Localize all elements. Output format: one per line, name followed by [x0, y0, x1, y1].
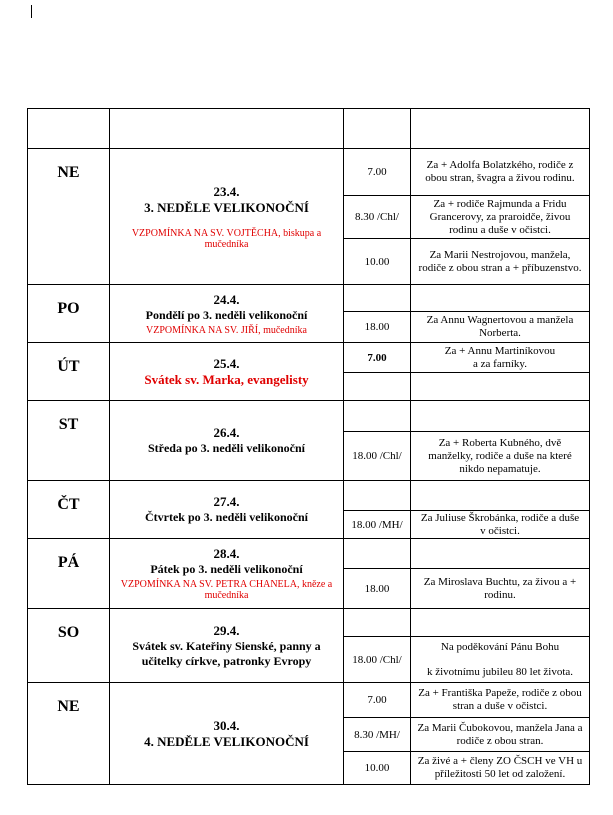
intention-text: Za Marii Čubokovou, manžela Jana a rodiče z obou stran.: [417, 721, 583, 747]
slot-time: 10.00: [364, 762, 390, 774]
intention-text: Za Juliuse Škrobánka, rodiče a duše v očistci.: [420, 511, 580, 537]
day-label: ČT: [57, 496, 80, 513]
slot-time: 7.00: [367, 694, 387, 706]
celebration-name: Pondělí po 3. neděli velikonoční: [145, 307, 308, 322]
slot-time: 10.00: [364, 255, 390, 268]
celebration-name: Čtvrtek po 3. neděli velikonoční: [144, 510, 308, 524]
intention-text-2: k životnímu jubileu 80 let života.: [426, 665, 574, 678]
slot-time: 8.30 /MH/: [354, 728, 400, 741]
celebration-memorial: VZPOMÍNKA NA SV. PETRA CHANELA, kněze a mučedníka: [120, 579, 333, 601]
celebration-name: 4. NEDĚLE VELIKONOČNÍ: [144, 733, 309, 749]
liturgical-celebration: [110, 539, 343, 608]
col-header-hour: [344, 118, 410, 142]
liturgical-celebration: [110, 401, 343, 480]
intention-text: Za + Františka Papeže, rodiče z obou stran a duše v očistci.: [418, 687, 582, 712]
day-label: PÁ: [57, 554, 80, 571]
slot-time: 18.00 /Chl/: [352, 653, 402, 666]
intention-text: Za + Roberta Kubného, dvě manželky, rodiče a duše na které nikdo nepamatuje.: [428, 436, 572, 475]
slot-intention: [411, 432, 589, 480]
celebration-name: Svátek sv. Kateřiny Sienské, panny a učitelky církve, patronky Evropy: [132, 638, 321, 668]
slot-intention: [411, 683, 589, 717]
intention-text: Na poděkování Pánu Bohu: [440, 640, 560, 653]
slot-intention: [411, 539, 589, 568]
celebration-date: 28.4.: [213, 546, 240, 561]
slot-time: 7.00: [367, 166, 387, 178]
col-header-day: [28, 124, 109, 148]
slot-time: 7.00: [367, 351, 387, 364]
slot-time: 18.00 /Chl/: [352, 450, 402, 462]
day-label: ÚT: [57, 358, 80, 375]
slot-intention: [411, 285, 589, 311]
slot-intention: [411, 149, 589, 195]
celebration-date: 26.4.: [213, 425, 240, 440]
liturgical-celebration: [110, 609, 343, 682]
slot-time: 8.30 /Chl/: [354, 211, 399, 223]
day-label: PO: [57, 300, 80, 317]
liturgical-celebration: [110, 149, 343, 284]
liturgical-celebration: [110, 343, 343, 400]
day-label: ST: [58, 416, 79, 433]
slot-intention: [411, 718, 589, 751]
header-divider: [31, 5, 32, 18]
celebration-name: Pátek po 3. neděli velikonoční: [150, 562, 303, 576]
celebration-name: Středa po 3. neděli velikonoční: [147, 441, 305, 455]
intention-text-2: a za farníky.: [473, 357, 527, 370]
day-label: NE: [57, 164, 80, 181]
slot-time: 18.00 /MH/: [351, 518, 403, 531]
slot-time: [344, 285, 410, 311]
celebration-date: 30.4.: [213, 717, 240, 733]
slot-intention: [411, 511, 589, 538]
celebration-date: 24.4.: [213, 291, 240, 307]
celebration-date: 25.4.: [213, 355, 240, 371]
celebration-memorial: VZPOMÍNKA NA SV. VOJTĚCHA, biskupa a mučedníka: [131, 227, 322, 250]
slot-intention: [411, 401, 589, 431]
slot-intention: [411, 312, 589, 342]
slot-time: [344, 401, 410, 431]
intention-text: Za + Adolfa Bolatzkého, rodiče z obou stran, švagra a živou rodinu.: [425, 159, 575, 184]
intention-text: Za Marii Nestrojovou, manžela, rodiče z obou stran a + příbuzenstvo.: [418, 248, 582, 274]
slot-intention: [411, 609, 589, 636]
celebration-date: 27.4.: [213, 494, 240, 509]
day-label: SO: [57, 624, 80, 641]
slot-intention: [411, 373, 589, 400]
slot-intention: [411, 343, 589, 372]
intention-text: Za Annu Wagnertovou a manžela Norberta.: [426, 314, 574, 339]
slot-intention: [411, 637, 589, 682]
liturgical-celebration: [110, 683, 343, 784]
celebration-date: 23.4.: [213, 183, 240, 199]
slot-intention: [411, 239, 589, 284]
col-header-services: [411, 118, 589, 142]
slot-intention: [411, 481, 589, 510]
celebration-memorial: VZPOMÍNKA NA SV. JIŘÍ, mučedníka: [146, 324, 307, 336]
slot-intention: [411, 196, 589, 238]
intention-text: Za Miroslava Buchtu, za živou a + rodinu.: [423, 575, 577, 601]
col-header-celebration: [110, 118, 343, 142]
intention-text: Za + rodiče Rajmunda a Fridu Grancerovy, za praroidče, živou rodinu a duše v očistci.: [429, 197, 571, 236]
intention-text: Za živé a + členy ZO ČSCH ve VH u příležitosti 50 let od založení.: [417, 755, 583, 780]
celebration-name: 3. NEDĚLE VELIKONOČNÍ: [144, 199, 309, 215]
slot-time: [344, 539, 410, 568]
intention-text: Za + Annu Martiníkovou: [444, 344, 556, 357]
footer: [30, 787, 34, 799]
celebration-name: Svátek sv. Marka, evangelisty: [144, 371, 309, 387]
celebration-date: 29.4.: [213, 622, 240, 638]
day-label: NE: [57, 698, 80, 715]
slot-intention: [411, 752, 589, 784]
slot-intention: [411, 569, 589, 608]
slot-time: [344, 609, 410, 636]
slot-time: 18.00: [364, 321, 390, 333]
slot-time: 18.00: [364, 582, 390, 595]
slot-time: [344, 481, 410, 510]
slot-time: [344, 373, 410, 400]
liturgical-celebration: [110, 481, 343, 538]
liturgical-celebration: [110, 285, 343, 342]
